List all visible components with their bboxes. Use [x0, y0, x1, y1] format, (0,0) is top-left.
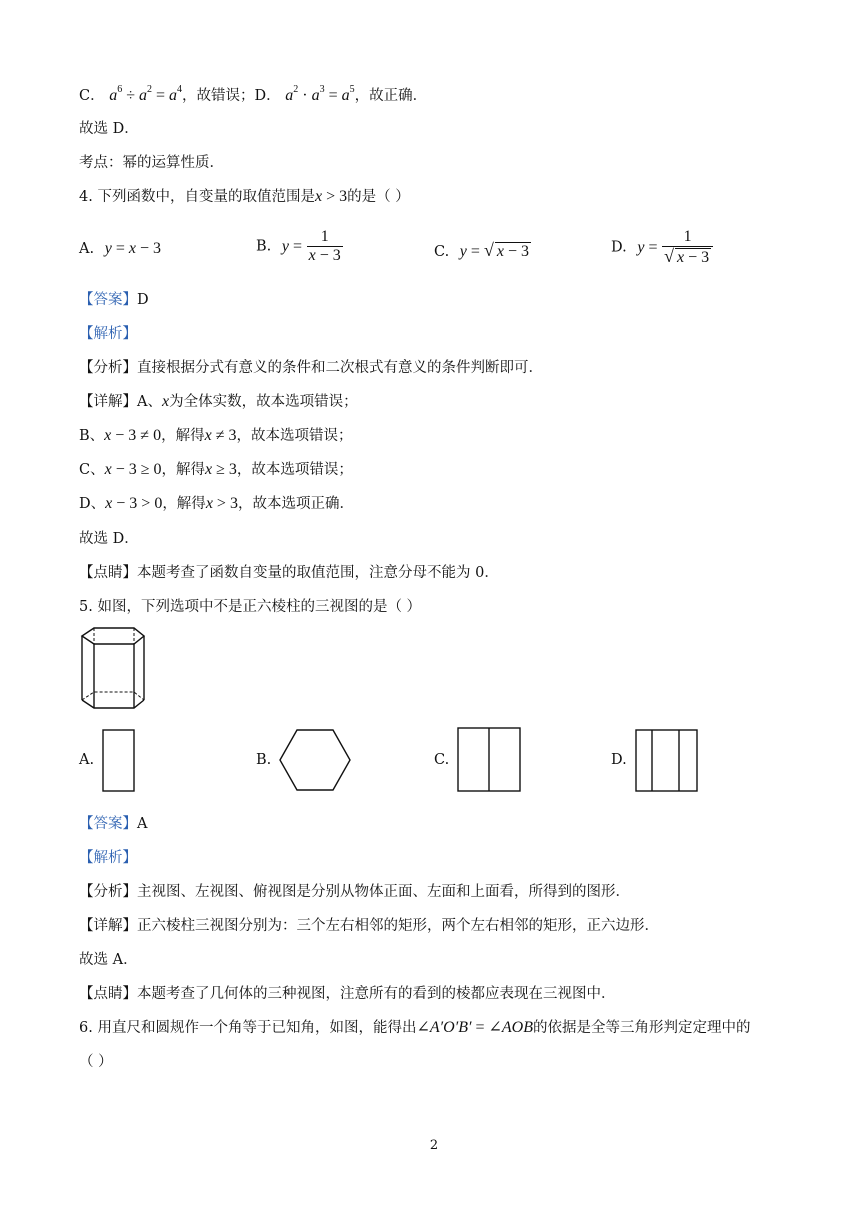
detail-text: 正六棱柱三视图分别为：三个左右相邻的矩形，两个左右相邻的矩形，正六边形．: [137, 918, 659, 934]
fenxi-tag: 【分析】: [79, 884, 137, 900]
q5-fenxi: [79, 882, 630, 902]
fenxi-text: 直接根据分式有意义的条件和二次根式有意义的条件判断即可．: [137, 360, 543, 376]
detail-c-post: ，故本选项错误；: [236, 462, 353, 478]
q4-text-a: 4. 下列函数中，自变量的取值范围是: [79, 189, 315, 205]
hex-prism-figure: [78, 624, 150, 714]
choose-d-line-1: 故选 D．: [79, 121, 139, 137]
q4-option-a-math: y = x − 3: [104, 240, 161, 257]
answer-value: A: [137, 816, 148, 832]
math-a2-times-a3: $a^2 \cdot a^3 = a^5$: [285, 84, 355, 104]
math-x-gt-3-answer: x > 3: [205, 495, 238, 512]
q5-option-d-figure: [635, 729, 699, 793]
detail-c-label: C、: [79, 462, 105, 478]
detail-tag: 【详解】: [79, 394, 137, 410]
q4-analysis-tag: 【解析】: [79, 326, 137, 342]
line-c-power: [79, 80, 427, 106]
answer-tag: 【答案】: [79, 816, 137, 832]
q4-option-d: [611, 228, 713, 267]
q5-option-c-label: C.: [434, 752, 450, 768]
detail-tag: 【详解】: [79, 918, 137, 934]
question-6: [79, 1018, 751, 1038]
detail-b-post: ，故本选项错误；: [236, 428, 353, 444]
text-correct: ，故正确．: [354, 88, 428, 104]
q4-option-d-label: D.: [611, 239, 627, 256]
q4-option-a: [79, 240, 161, 258]
detail-d-label: D、: [79, 496, 106, 512]
detail-b-mid: ，解得: [161, 428, 205, 444]
q4-answer: [79, 290, 149, 310]
answer-value: D: [137, 292, 149, 308]
detail-a-text: 为全体实数，故本选项错误；: [169, 394, 358, 410]
q4-option-a-label: A.: [79, 241, 95, 257]
q4-option-c: [434, 240, 531, 261]
q6-text-a: 6. 用直尺和圆规作一个角等于已知角，如图，能得出: [79, 1020, 417, 1036]
q5-option-a-label: A.: [79, 752, 95, 768]
dianjing-text: 本题考查了几何体的三种视图，注意所有的看到的棱都应表现在三视图中．: [137, 986, 616, 1002]
q4-detail-d: [79, 494, 354, 514]
fenxi-tag: 【分析】: [79, 360, 137, 376]
math-x-gt-3: x > 3: [314, 188, 348, 205]
detail-a-label: A、: [137, 394, 162, 410]
math-x-neq-3: x ≠ 3: [204, 427, 237, 444]
question-4: [79, 187, 410, 207]
q5-option-c-figure: [457, 727, 523, 793]
q5-option-b-label: B.: [256, 752, 272, 768]
detail-b-label: B、: [79, 428, 105, 444]
q4-fenxi: [79, 358, 543, 378]
math-angle-equality: ∠A′O′B′ = ∠AOB: [416, 1019, 534, 1036]
math-a6-div-a2: $a^6 \div a^2 = a^4$: [109, 84, 183, 104]
label-c: C．: [79, 88, 105, 104]
q4-text-b: 的是（ ）: [347, 189, 410, 205]
q4-option-b-label: B.: [256, 238, 272, 255]
q4-option-b-fraction: $\frac{1}{x - 3}$: [308, 228, 341, 264]
answer-tag: 【答案】: [79, 292, 137, 308]
q5-option-b-figure: [278, 728, 352, 792]
math-x-minus-3-neq-0: x − 3 ≠ 0: [104, 427, 162, 444]
q6-text-b: 的依据是全等三角形判定定理中的: [533, 1020, 751, 1036]
q4-dianjing: [79, 563, 499, 583]
q6-answer-paren: （ ）: [79, 1054, 113, 1070]
detail-d-mid: ，解得: [162, 496, 206, 512]
q4-option-d-math: y =: [637, 238, 658, 256]
q4-option-b: [256, 228, 343, 265]
q5-analysis-tag: 【解析】: [79, 850, 137, 866]
dianjing-tag: 【点睛】: [79, 565, 137, 581]
q5-dianjing: [79, 984, 616, 1004]
q5-choose: 故选 A．: [79, 952, 138, 968]
q5-answer: [79, 814, 147, 834]
q4-detail-c: [79, 460, 353, 480]
q5-detail: [79, 916, 659, 936]
dianjing-text: 本题考查了函数自变量的取值范围，注意分母不能为 0．: [137, 565, 499, 581]
fenxi-text: 主视图、左视图、俯视图是分别从物体正面、左面和上面看，所得到的图形．: [137, 884, 630, 900]
math-x-minus-3-gt-0: x − 3 > 0: [105, 495, 163, 512]
detail-d-post: ，故本选项正确．: [237, 496, 354, 512]
q4-option-c-label: C.: [434, 244, 450, 260]
q4-detail-a: [79, 392, 358, 412]
page-number: 2: [429, 1138, 439, 1153]
q4-choose: 故选 D．: [79, 531, 139, 547]
q5-option-a-figure: [102, 729, 136, 793]
q4-option-b-math: y =: [281, 237, 303, 255]
detail-c-mid: ，解得: [161, 462, 206, 478]
q4-option-d-fraction: $\frac{1}{√ x - 3}$: [662, 228, 713, 267]
q4-option-c-math: y = √ x − 3: [459, 240, 529, 260]
math-x: x: [161, 393, 170, 410]
q4-detail-b: [79, 426, 352, 446]
question-5: 5. 如图，下列选项中不是正六棱柱的三视图的是（ ）: [79, 599, 422, 615]
kaodian-line: 考点：幂的运算性质．: [79, 155, 224, 171]
q5-option-d-label: D.: [611, 752, 627, 768]
math-x-geq-3: x ≥ 3: [205, 461, 237, 478]
math-x-minus-3-geq-0: x − 3 ≥ 0: [104, 461, 162, 478]
text-wrong-d: ，故错误；D．: [182, 88, 281, 104]
dianjing-tag: 【点睛】: [79, 986, 137, 1002]
